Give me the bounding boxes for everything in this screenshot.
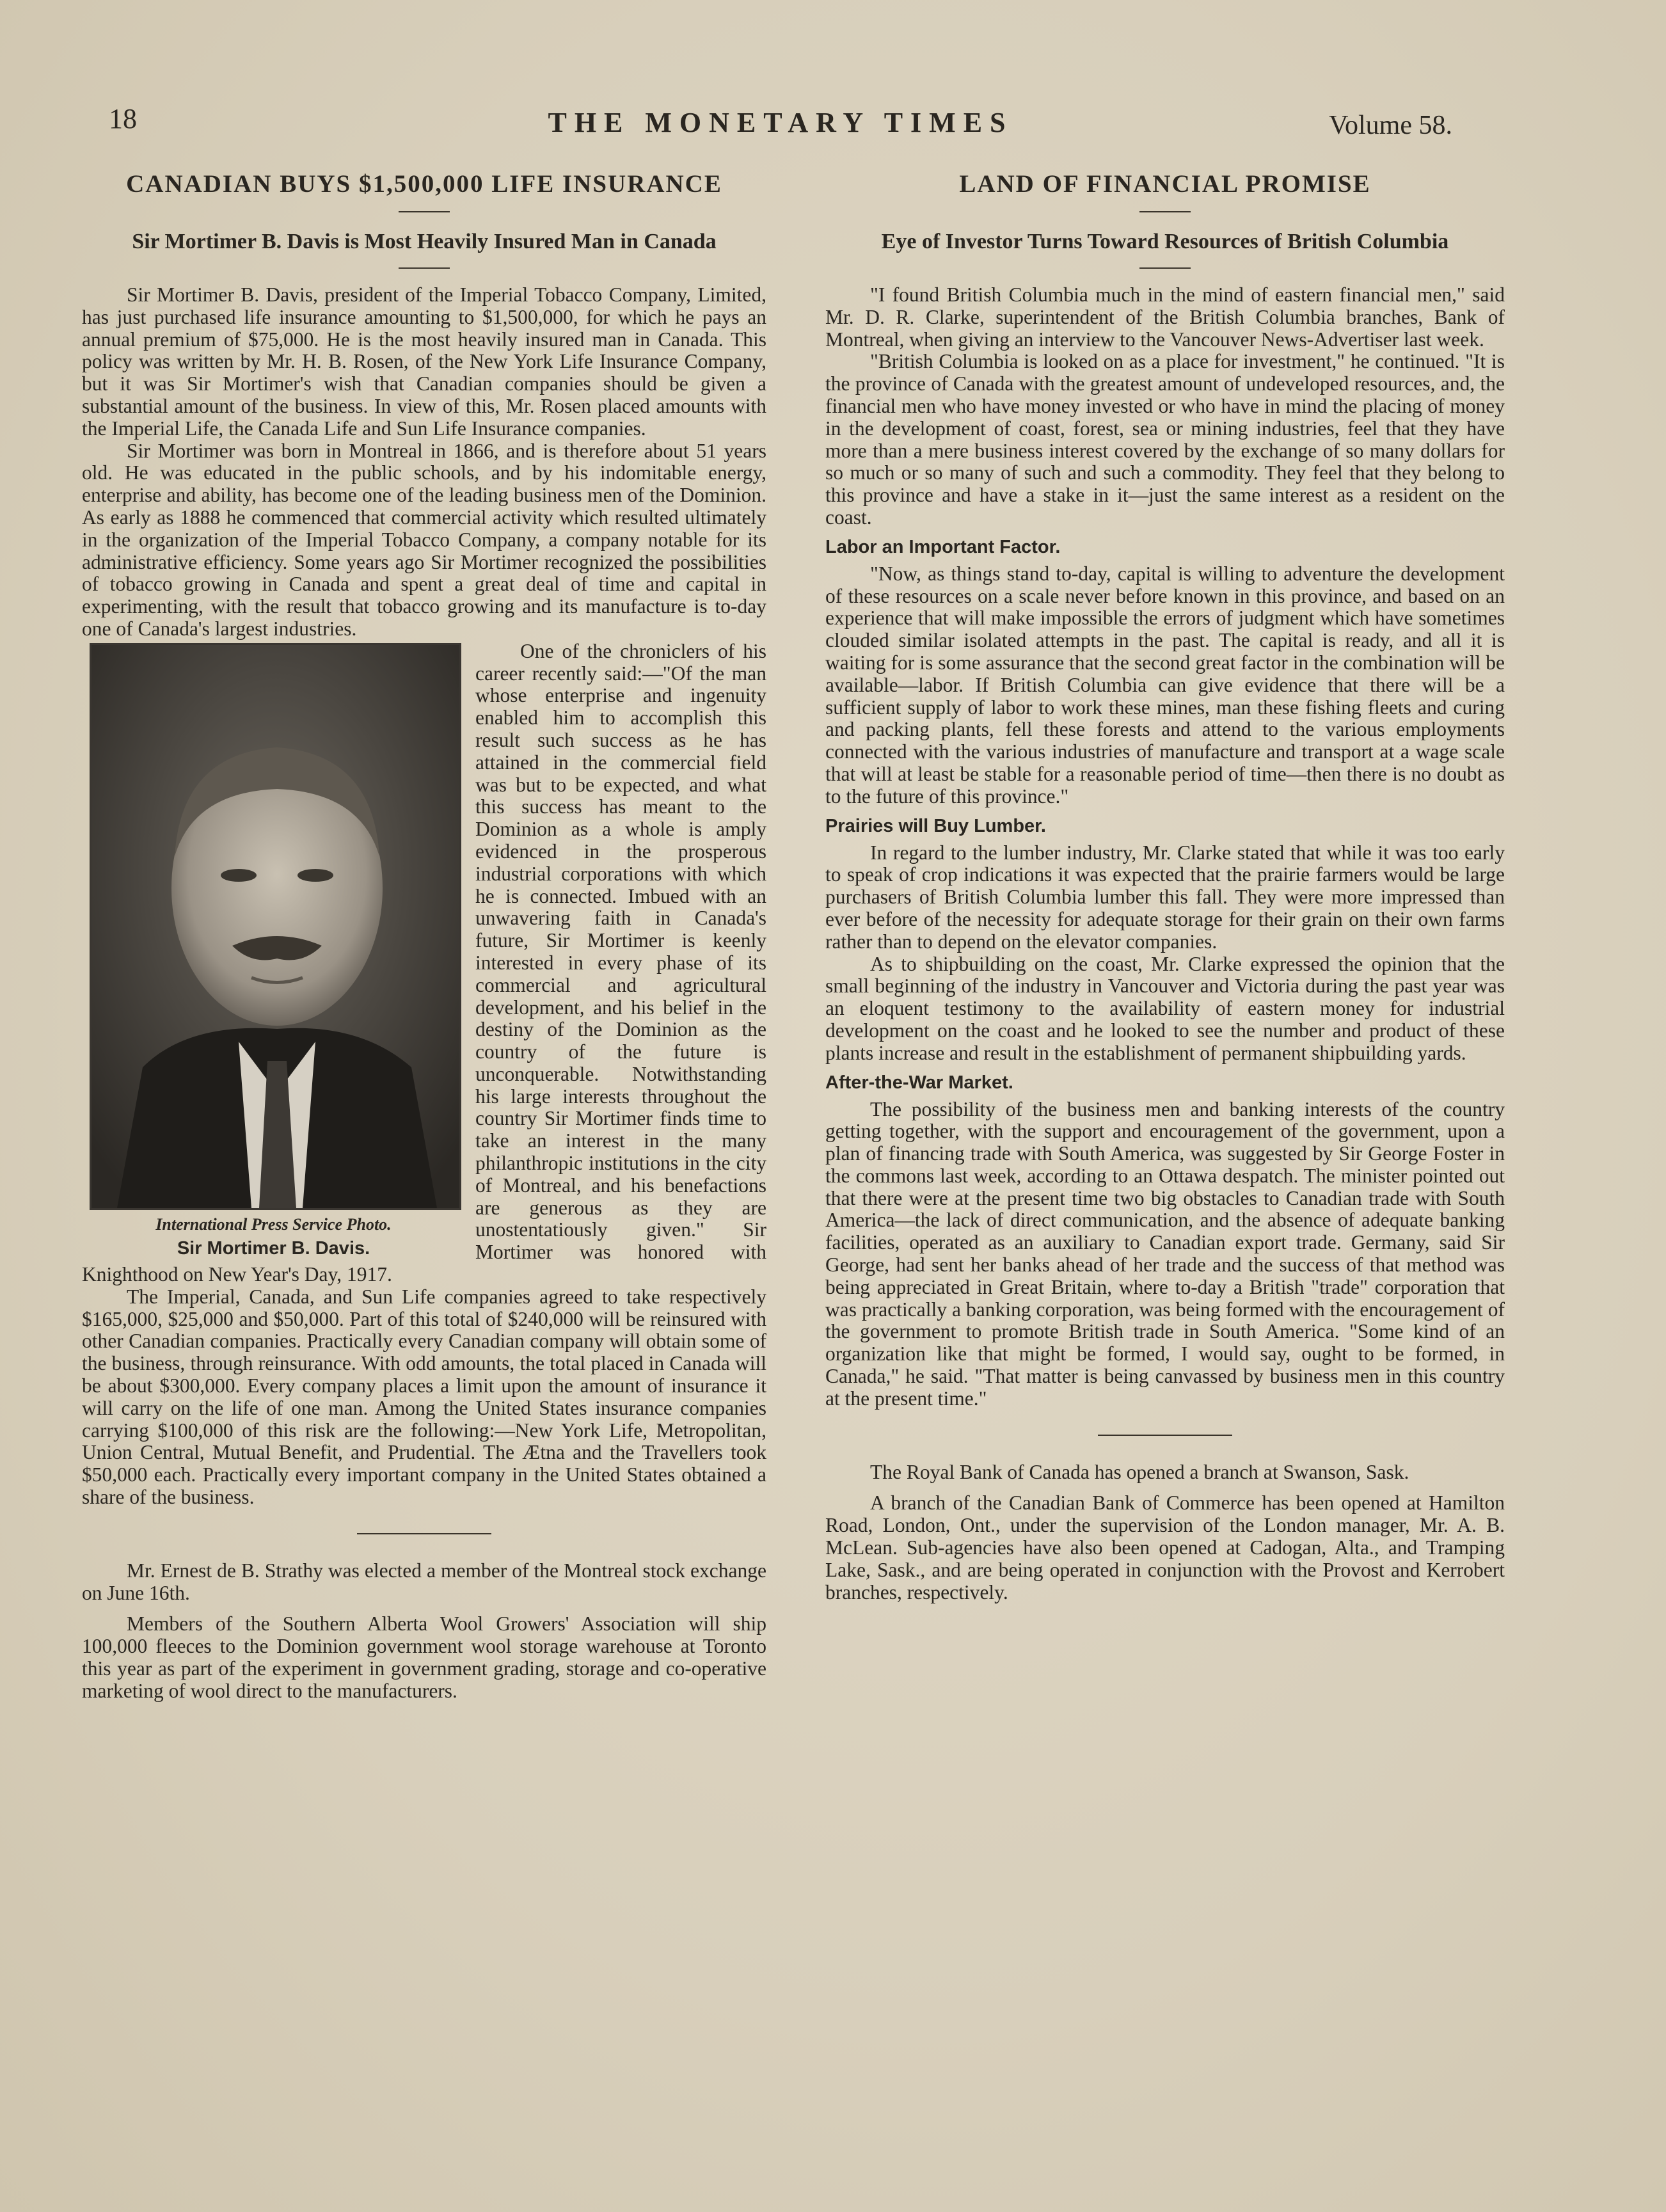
paragraph: "I found British Columbia much in the mind of eastern financial men," said Mr. D. R. Clarke, superintendent of the British Columbia branches, Bank of Montreal, when giving an interview to the Vancouver News-Advertiser last week. <box>825 283 1505 351</box>
paragraph: Sir Mortimer was born in Montreal in 1866, and is therefore about 51 years old. He was educated in the public schools, and by his indomitable energy, enterprise and ability, has become one of the leading business men of the Dominion. As early as 1888 he commenced that commercial activity which resulted ultimately in the organization of the Imperial Tobacco Company, a company notable for its administrative efficiency. Some years ago Sir Mortimer recognized the possibilities of tobacco growing in Canada and spent a great deal of time and capital in experimenting, with the result that tobacco growing and its manufacture is to-day one of Canada's largest industries. <box>82 439 766 640</box>
article-headline-financial-promise: LAND OF FINANCIAL PROMISE <box>959 170 1371 198</box>
publication-title: THE MONETARY TIMES <box>548 107 1013 138</box>
section-heading: Prairies will Buy Lumber. <box>825 815 1046 836</box>
subhead-rule <box>1139 267 1191 269</box>
paragraph: "British Columbia is looked on as a place for investment," he continued. "It is the province of Canada with the greatest amount of undeveloped resources, and, the financial men who have money invested or who have in mind the placing of money in the development of coast, forest, sea or mining industries, feel that they have more than a mere business interest covered by the exchange of so many dollars for so much or so many of such and such a commodity. They feel that they belong to this province and have a stake in it—just the same interest as a resident on the coast. <box>825 350 1505 529</box>
paragraph: One of the chroniclers of his career recently said:—"Of the man whose enterprise and ingenuity enabled him to accomplish this result such success as he has attained in the commercial field was but to be expected, and what this success has meant to the Dominion as a whole is amply evidenced in the prosperous industrial corporations with which he is connected. Imbued with an unwavering faith in Canada's future, Sir Mortimer is keenly interested in every phase of its commercial and agricultural development, and his belief in the destiny of the Dominion as the country of the future is unconquerable. Notwithstanding his large interests throughout the country Sir Mortimer finds time to take an interest in the many philanthropic institutions in the city of Montreal, and his benefactions are generous as they are unostentatiously given." Sir Mortimer was honored with Knighthood on New Year's Day, 1917. <box>82 639 766 1286</box>
page-number: 18 <box>109 103 137 134</box>
right-column <box>825 170 1505 1603</box>
photo-caption: Sir Mortimer B. Davis. <box>177 1237 370 1259</box>
paragraph: In regard to the lumber industry, Mr. Clarke stated that while it was too early to speak of crop indications it was expected that the prairie farmers would be large purchasers of British Columbia lumber this fall. They were more impressed than ever before of the necessity for adequate storage for their grain on their own farms rather than to depend on the elevator companies. <box>825 841 1505 953</box>
paragraph: The Imperial, Canada, and Sun Life companies agreed to take respectively $165,000, $25,000 and $50,000. Part of this total of $240,000 will be reinsured with other Canadian companies. Practically every Canadian company will obtain some of the business, through reinsurance. With odd amounts, the total placed in Canada will be about $300,000. Every company places a limit upon the amount of insurance it will carry on the life of one man. Among the United States insurance companies carrying $100,000 of this risk are the following:—New York Life, Metropolitan, Union Central, Mutual Benefit, and Prudential. The Ætna and the Travellers took $50,000 each. Practically every important company in the United States obtained a share of the business. <box>82 1285 766 1509</box>
volume-label: Volume 58. <box>1329 111 1452 140</box>
left-column <box>82 170 766 1703</box>
paragraph: As to shipbuilding on the coast, Mr. Clarke expressed the opinion that the small beginning of the industry in Vancouver and Victoria during the past year was an eloquent testimony to the availability of eastern money for industrial development on the coast and he looked to see the number and product of these plants increase and result in the establishment of permanent shipbuilding yards. <box>825 952 1505 1064</box>
subhead-rule <box>399 267 450 269</box>
portrait-photo <box>90 643 461 1210</box>
section-heading: After-the-War Market. <box>825 1072 1013 1093</box>
paragraph: Sir Mortimer B. Davis, president of the Imperial Tobacco Company, Limited, has just purchased life insurance amounting to $1,500,000, for which he pays an annual premium of $75,000. He is the most heavily insured man in Canada. This policy was written by Mr. H. B. Rosen, of the New York Life Insurance Company, but it was Sir Mortimer's wish that Canadian companies should be given a substantial amount of the business. In view of this, Mr. Rosen placed amounts with the Imperial Life, the Canada Life and Sun Life Insurance companies. <box>82 283 766 440</box>
paragraph: The possibility of the business men and banking interests of the country getting together, with the support and encouragement of the government, upon a plan of financing trade with South America, was suggested by Sir George Foster in the commons last week, according to an Ottawa despatch. The minister pointed out that there were at the present time two big obstacles to Canadian trade with South America—the lack of direct communication, and the absence of adequate banking facilities, operated as an auxiliary to Canadian export trade. Germany, said Sir George, had sent her banks ahead of her trade and the success of that method was being appreciated in Great Britain, where to-day a British "trade" corporation that was practically a banking corporation, was being formed with the encouragement of the government to promote British trade in South America. "Some kind of an organization like that might be formed, I would say, ought to be formed, in Canada," he said. "That matter is being canvassed by business men in this country at the present time." <box>825 1097 1505 1410</box>
headline-rule <box>1139 211 1191 212</box>
section-heading: Labor an Important Factor. <box>825 536 1061 557</box>
article-subhead-financial-promise: Eye of Investor Turns Toward Resources of British Columbia <box>881 230 1449 253</box>
photo-credit: International Press Service Photo. <box>155 1214 392 1234</box>
page-header <box>109 102 1452 141</box>
paragraph: Members of the Southern Alberta Wool Growers' Association will ship 100,000 fleeces to the Dominion government wool storage warehouse at Toronto this year as part of the experiment in government grading, storage and co-operative marketing of wool direct to the manufacturers. <box>82 1612 766 1702</box>
paragraph: "Now, as things stand to-day, capital is willing to adventure the development of these resources on a scale never before known in this province, and based on an experience that will make impossible the errors of judgment which have sometimes clouded similar isolated attempts in the past. The capital is ready, and all it is waiting for is some assurance that the second great factor in the combination will be available—labor. If British Columbia can give evidence that there will be a sufficient supply of labor to work these mines, man these fishing fleets and curing and packing plants, fell these forests and attend to the various employments connected with the various industries of manufacture and transport at a wage scale that will at least be stable for a reasonable period of time—then there is no doubt as to the future of this province." <box>825 562 1505 808</box>
section-divider <box>1098 1435 1232 1436</box>
paragraph: A branch of the Canadian Bank of Commerce has been opened at Hamilton Road, London, Ont., under the supervision of the London manager, Mr. A. B. McLean. Sub-agencies have also been opened at Cadogan, Alta., and Tramping Lake, Sask., and are being operated in conjunction with the Provost and Kerrobert branches, respectively. <box>825 1492 1505 1603</box>
paragraph: The Royal Bank of Canada has opened a branch at Swanson, Sask. <box>870 1460 1409 1483</box>
headline-rule <box>399 211 450 212</box>
paragraph: Mr. Ernest de B. Strathy was elected a member of the Montreal stock exchange on June 16th. <box>82 1559 766 1604</box>
portrait-figure <box>90 643 457 1259</box>
section-divider <box>357 1533 491 1534</box>
article-subhead-insurance: Sir Mortimer B. Davis is Most Heavily Insured Man in Canada <box>132 230 717 253</box>
article-headline-insurance: CANADIAN BUYS $1,500,000 LIFE INSURANCE <box>126 170 722 198</box>
